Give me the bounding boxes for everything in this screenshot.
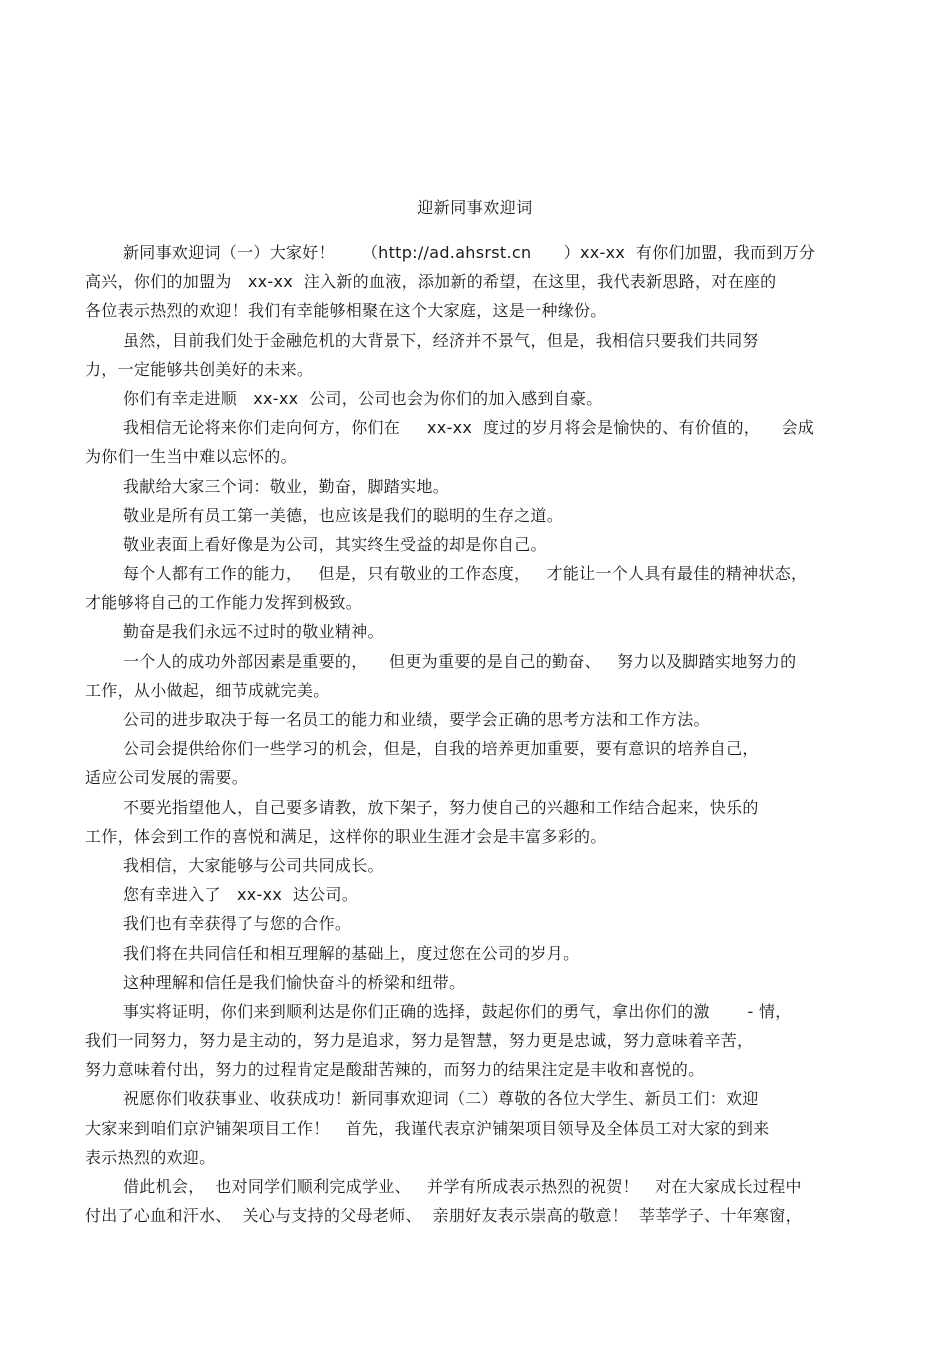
- text-line: 我们将在共同信任和相互理解的基础上，度过您在公司的岁月。: [123, 943, 580, 963]
- document-title: 迎新同事欢迎词: [417, 198, 533, 217]
- text-line: 我相信，大家能够与公司共同成长。: [123, 855, 384, 875]
- text-line: 新同事欢迎词（一）大家好！ （http://ad.ahsrst.cn ）xx-xx 有你们加盟，我而到万分: [123, 243, 816, 262]
- text-line: 敬业表面上看好像是为公司，其实终生受益的却是你自己。: [123, 534, 547, 554]
- text-line: 我相信无论将来你们走向何方，你们在 xx-xx 度过的岁月将会是愉快的、有价值的， 会成: [123, 418, 815, 438]
- text-line: 为你们一生当中难以忘怀的。: [85, 447, 297, 467]
- text-line: 不要光指望他人，自己要多请教，放下架子，努力使自己的兴趣和工作结合起来，快乐的: [123, 797, 759, 817]
- text-line: 借此机会， 也对同学们顺利完成学业、 并学有所成表示热烈的祝贺！ 对在大家成长过程中: [123, 1177, 802, 1196]
- document-body: [85, 238, 865, 1230]
- text-line: 适应公司发展的需要。: [85, 768, 249, 788]
- text-line: 付出了心血和汗水、 关心与支持的父母老师、 亲朋好友表示崇高的敬意！ 莘莘学子、十年寒窗，: [85, 1206, 802, 1226]
- text-line: 高兴，你们的加盟为 xx-xx 注入新的血液，添加新的希望，在这里，我代表新思路，对在座的: [85, 272, 777, 292]
- text-line: 我们一同努力，努力是主动的，努力是追求，努力是智慧，努力更是忠诚，努力意味着辛苦，: [85, 1031, 754, 1051]
- text-line: 我献给大家三个词：敬业，勤奋，脚踏实地。: [123, 476, 450, 496]
- text-line: 大家来到咱们京沪铺架项目工作！ 首先，我谨代表京沪铺架项目领导及全体员工对大家的到来: [85, 1118, 770, 1138]
- text-line: 工作，体会到工作的喜悦和满足，这样你的职业生涯才会是丰富多彩的。: [85, 826, 607, 846]
- text-line: 我们也有幸获得了与您的合作。: [123, 914, 352, 934]
- text-line: 你们有幸走进顺 xx-xx 公司，公司也会为你们的加入感到自豪。: [123, 388, 603, 408]
- text-line: 这种理解和信任是我们愉快奋斗的桥梁和纽带。: [123, 972, 466, 992]
- text-line: 表示热烈的欢迎。: [85, 1147, 216, 1167]
- text-line: 敬业是所有员工第一美德，也应该是我们的聪明的生存之道。: [123, 505, 564, 525]
- text-line: 才能够将自己的工作能力发挥到极致。: [85, 593, 363, 613]
- text-line: 各位表示热烈的欢迎！我们有幸能够相聚在这个大家庭，这是一种缘份。: [85, 301, 607, 321]
- text-line: 勤奋是我们永远不过时的敬业精神。: [123, 622, 384, 642]
- text-line: 每个人都有工作的能力， 但是，只有敬业的工作态度， 才能让一个人具有最佳的精神状态，: [123, 564, 808, 584]
- text-line: 虽然，目前我们处于金融危机的大背景下，经济并不景气，但是，我相信只要我们共同努: [123, 330, 759, 350]
- text-line: 力，一定能够共创美好的未来。: [85, 359, 314, 379]
- text-line: 您有幸进入了 xx-xx 达公司。: [123, 885, 359, 905]
- text-line: 努力意味着付出，努力的过程肯定是酸甜苦辣的，而努力的结果注定是丰收和喜悦的。: [85, 1060, 705, 1080]
- text-line: 一个人的成功外部因素是重要的， 但更为重要的是自己的勤奋、 努力以及脚踏实地努力的: [123, 651, 797, 671]
- text-line: 祝愿你们收获事业、收获成功！新同事欢迎词（二）尊敬的各位大学生、新员工们：欢迎: [123, 1089, 759, 1109]
- text-line: 公司的进步取决于每一名员工的能力和业绩，要学会正确的思考方法和工作方法。: [123, 710, 710, 729]
- text-line: 公司会提供给你们一些学习的机会，但是，自我的培养更加重要，要有意识的培养自己，: [123, 739, 759, 759]
- text-line: 工作，从小做起，细节成就完美。: [85, 680, 330, 700]
- text-line: 事实将证明，你们来到顺利达是你们正确的选择，鼓起你们的勇气，拿出你们的激 - 情，: [123, 1001, 792, 1021]
